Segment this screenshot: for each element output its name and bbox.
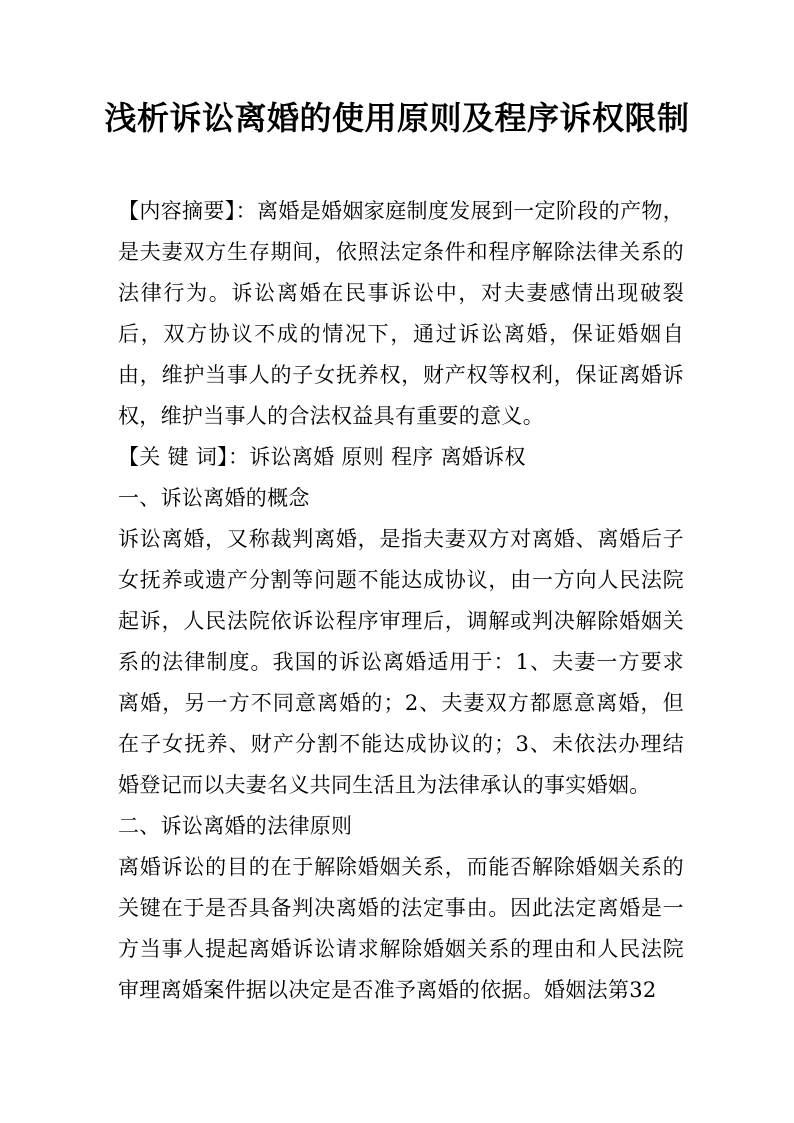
abstract-label: 【内容摘要】： [118, 199, 257, 223]
section-paragraph-1: 诉讼离婚，又称裁判离婚，是指夫妻双方对离婚、离婚后子女抚养或遗产分割等问题不能达成协议，由一方向人民法院起诉，人民法院依诉讼程序审理后，调解或判决解除婚姻关系的法律制度。我国的诉讼离婚适用于：1、夫妻一方要求离婚，另一方不同意离婚的；2、夫妻双方都愿意离婚，但在子女抚养、财产分割不能达成协议的；3、未依法办理结婚登记而以夫妻名义共同生活且为法律承认的事实婚姻。 [118, 527, 684, 797]
abstract-text: 离婚是婚姻家庭制度发展到一定阶段的产物，是夫妻双方生存期间，依照法定条件和程序解除法律关系的法律行为。诉讼离婚在民事诉讼中，对夫妻感情出现破裂后，双方协议不成的情况下，通过诉讼离婚，保证婚姻自由，维护当事人的子女抚养权，财产权等权利，保证离婚诉权，维护当事人的合法权益具有重要的意义。 [118, 199, 684, 428]
section-heading-1: 一、诉讼离婚的概念 [118, 486, 310, 510]
keywords-label: 【关 键 词】： [118, 445, 250, 469]
document-title: 浅析诉讼离婚的使用原则及程序诉权限制 [104, 99, 690, 137]
section-paragraph-2: 离婚诉讼的目的在于解除婚姻关系，而能否解除婚姻关系的关键在于是否具备判决离婚的法定事由。因此法定离婚是一方当事人提起离婚诉讼请求解除婚姻关系的理由和人民法院审理离婚案件据以决定是否准予离婚的依据。婚姻法第32 [118, 855, 684, 1002]
document-body [118, 191, 684, 1011]
keywords-paragraph [118, 437, 684, 478]
abstract-paragraph [118, 191, 684, 437]
keywords-text: 诉讼离婚 原则 程序 离婚诉权 [249, 445, 526, 469]
section-heading-2: 二、诉讼离婚的法律原则 [118, 814, 353, 838]
